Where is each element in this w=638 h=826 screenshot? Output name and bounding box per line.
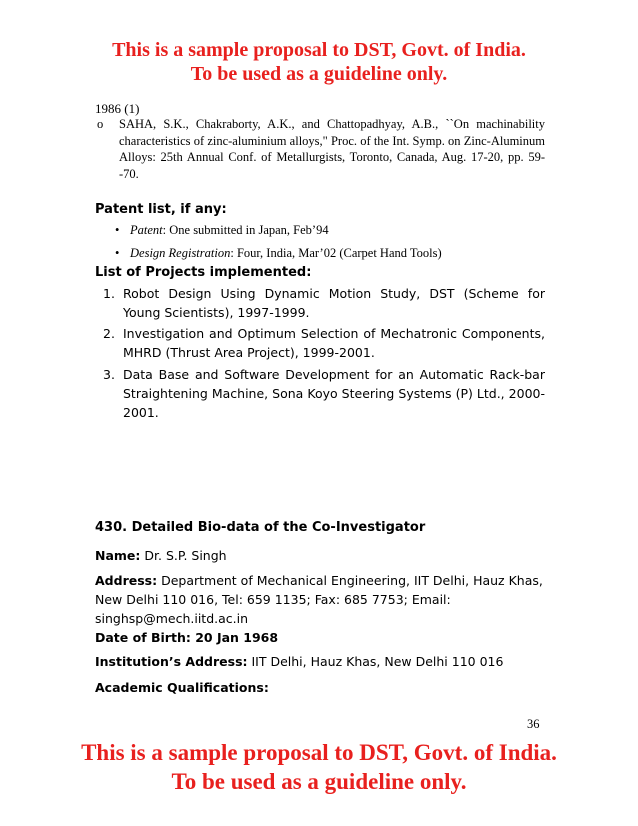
- patent-item: [115, 222, 329, 238]
- reference-text: SAHA, S.K., Chakraborty, A.K., and Chattopadhyay, A.B., ``On machinability characteristics of zinc-aluminium alloys," Proc. of the Int. Symp. on Zinc-Aluminum Alloys: 25th Annual Conf. of Metallurgists, Toronto, Canada, Aug. 17-20, pp. 59--70.: [119, 117, 545, 181]
- name-label: Name:: [95, 548, 141, 563]
- patent-item-text: : Four, India, Mar’02 (Carpet Hand Tools): [230, 246, 442, 260]
- institution-value: IIT Delhi, Hauz Khas, New Delhi 110 016: [247, 654, 504, 669]
- project-number: 3.: [103, 367, 115, 382]
- reference-year: 1986 (1): [95, 101, 140, 116]
- project-item: [95, 365, 545, 422]
- project-item: [95, 284, 545, 322]
- patent-item-label: Patent: [130, 223, 163, 237]
- watermark-banner-bottom: [0, 738, 638, 796]
- project-number: 1.: [103, 286, 115, 301]
- project-number: 2.: [103, 326, 115, 341]
- page-number: 36: [527, 717, 540, 731]
- address-field: [95, 571, 545, 628]
- bullet-dot: •: [115, 223, 120, 237]
- project-text: Robot Design Using Dynamic Motion Study, DST (Scheme for Young Scientists), 1997-1999.: [123, 286, 545, 320]
- patent-list-heading: Patent list, if any:: [95, 202, 227, 217]
- name-field: [95, 546, 545, 565]
- address-value: Department of Mechanical Engineering, IIT Delhi, Hauz Khas, New Delhi 110 016, Tel: 659 1135; Fax: 685 7753; Email: singhsp@mech.iitd.ac.in: [95, 573, 543, 626]
- projects-heading: List of Projects implemented:: [95, 265, 312, 280]
- banner-line-1: This is a sample proposal to DST, Govt. of India.: [81, 740, 557, 765]
- project-text: Data Base and Software Development for an Automatic Rack-bar Straightening Machine, Sona Koyo Steering Systems (P) Ltd., 2000-2001.: [123, 367, 545, 420]
- watermark-banner-top: [0, 38, 638, 86]
- reference-entry: [97, 116, 545, 182]
- address-label: Address:: [95, 573, 158, 588]
- patent-item-label: Design Registration: [130, 246, 231, 260]
- banner-line-2: To be used as a guideline only.: [171, 769, 467, 794]
- patent-item-text: : One submitted in Japan, Feb’94: [162, 223, 329, 237]
- bullet-dot: •: [115, 246, 120, 260]
- banner-line-1: This is a sample proposal to DST, Govt. of India.: [112, 39, 526, 61]
- biodata-section-title: 430. Detailed Bio-data of the Co-Investigator: [95, 520, 426, 535]
- name-value: Dr. S.P. Singh: [140, 548, 227, 563]
- project-text: Investigation and Optimum Selection of Mechatronic Components, MHRD (Thrust Area Project), 1999-2001.: [123, 326, 545, 360]
- date-of-birth: Date of Birth: 20 Jan 1968: [95, 630, 279, 645]
- banner-line-2: To be used as a guideline only.: [190, 63, 448, 85]
- institution-address-field: [95, 652, 545, 671]
- academic-qualifications-label: Academic Qualifications:: [95, 680, 269, 695]
- institution-label: Institution’s Address:: [95, 654, 248, 669]
- reference-bullet: o: [97, 117, 104, 131]
- patent-item: [115, 245, 442, 261]
- project-item: [95, 324, 545, 362]
